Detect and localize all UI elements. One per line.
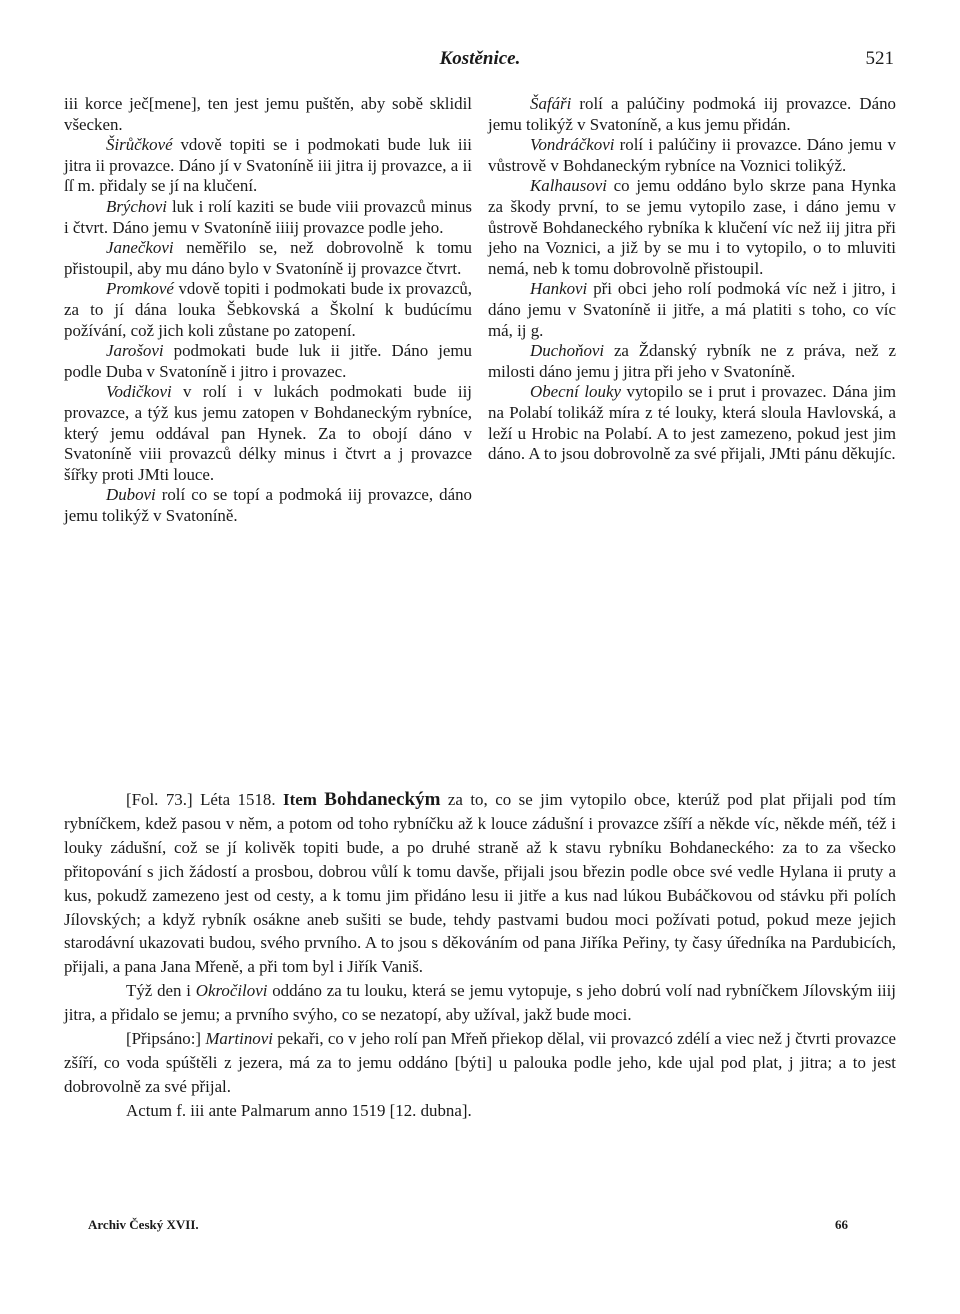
page-footer — [88, 1217, 848, 1233]
paragraph: Dubovi rolí co se topí a podmoká iij provazce, dáno jemu tolikýž v Svatoníně. — [64, 485, 472, 525]
full-width-section — [64, 788, 896, 1123]
paragraph: Kalhausovi co jemu oddáno bylo skrze pana Hynka za škody první, to se jemu vytopilo zase, i dáno jemu v ůstrově Bohdaneckého rybníka k klučení víc než iij jitra při jeho na Voznici, a již by se mu i to vytopilo, o to mluviti nemá, neb k tomu dobrovolně přistoupil. — [488, 176, 896, 278]
paragraph: Vodičkovi v rolí i v lukách podmokati bude iij provazce, a týž kus jemu zatopen v Bohdaneckým rybníce, který jemu oddával pan Hynek. Za to obojí dáno v Svatoníně viii provazců délky minus i čtvrt a j provazce šířky proti JMti louce. — [64, 382, 472, 484]
paragraph: Duchoňovi za Ždanský rybník ne z práva, než z milosti dáno jemu j jitra při jeho v Svatoníně. — [488, 341, 896, 381]
person-name: Brýchovi — [106, 196, 167, 216]
paragraph: Janečkovi neměřilo se, než dobrovolně k tomu přistoupil, aby mu dáno bylo v Svatoníně ij provazce čtvrt. — [64, 238, 472, 278]
right-column — [488, 94, 896, 465]
signature-number: 66 — [835, 1217, 848, 1232]
paragraph: Širůčkové vdově topiti se i podmokati bude luk iii jitra ii provazce. Dáno jí v Svatoníně iii jitra ij provazce, a ii ſſ m. přidaly se jí na klučení. — [64, 135, 472, 196]
person-name: Dubovi — [106, 485, 156, 505]
person-name: Širůčkové — [106, 135, 173, 155]
paragraph: [Připsáno:] Martinovi pekaři, co v jeho rolí pan Mřeň přiekop dělal, vii provazcó zdélí a viec než j čtvrti provazce zšíří, co voda spúštěli z jezera, má za to jemu oddáno [býti] u palouka podle jeho, kde ujal pod plat, j jitra; a to jest dobrovolně za své přijal. — [64, 1029, 896, 1096]
page-number: 521 — [865, 48, 894, 69]
person-name: Okročilovi — [195, 981, 268, 1001]
person-name: Jarošovi — [106, 341, 164, 361]
paragraph: Týž den i Okročilovi oddáno za tu louku, která se jemu vytopuje, s jeho dobrú volí nad rybníčkem Jílovským iiij jitra, a přidalo se jemu; a prvního svýho, co se nezatopí, aby užíval, jakž bude moci. — [64, 981, 896, 1025]
page-header — [64, 46, 896, 76]
person-name: Obecní louky — [530, 382, 621, 402]
paragraph: iii korce ječ[mene], ten jest jemu puštěn, aby sobě sklidil všecken. — [64, 94, 472, 134]
paragraph: Vondráčkovi rolí i palúčiny ii provazce. Dáno jemu v vůstrově v Bohdaneckým rybníce na Voznici tolikýž. — [488, 135, 896, 175]
paragraph: Promkové vdově topiti i podmokati bude ix provazců, za to jí dána louka Šebkovská a Školní k budúcímu požívání, což jich koli zůstane po zatopení. — [64, 279, 472, 340]
paragraph: Actum f. iii ante Palmarum anno 1519 [12. dubna]. — [126, 1100, 472, 1120]
paragraph: Hankovi při obci jeho rolí podmoká víc než i jitro, i dáno jemu v Svatoníně ii jitře, a má platiti s toho, co víc má, ij g. — [488, 279, 896, 340]
series-signature: Archiv Český XVII. — [88, 1217, 199, 1232]
paragraph: Jarošovi podmokati bude luk ii jitře. Dáno jemu podle Duba v Svatoníně i jitro i provazec. — [64, 341, 472, 381]
person-name: Vodičkovi — [106, 382, 172, 402]
paragraph: Brýchovi luk i rolí kaziti se bude viii provazců minus i čtvrt. Dáno jemu v Svatoníně iiiij provazce podle jeho. — [64, 196, 472, 237]
person-name: Janečkovi — [106, 238, 174, 258]
place-name: Bohdaneckým — [324, 789, 441, 810]
person-name: Šafáři — [530, 94, 572, 113]
paragraph: [Fol. 73.] Léta 1518. Item Bohdaneckým za to, co se jim vytopilo obce, kterúž pod plat přijali pod tím rybníčkem, kdež pasou v něm, a potom od toho rybníčku až k louce zádušní i provazce zšíří a někde víc, někde méň, též i louky zádušní, což se jí kolivěk topiti bude, a po druhé straně až k stavu rybníku Bohdaneckého: za to za všecko přitopování s jich žádostí a prosbou, dobrou vůlí k tomu davše, přijali jsou březin podle obce své vedle Hylana ii pruty a kus, pokudž zamezeno jest od cesty, a k tomu jim přidáno lesu ii jitře a kus nad lúkou Bubáčkovou od stávku při polích Jílovských; a když rybník osákne aneb sušiti se bude, tehdy pastvami budou moci požívati potud, pokud meze jejich starodávní ukazovati budou, svého prvního. A to jsou s děkováním od pana Jiříka Peřiny, ty časy úředníka na Pardubicích, přijali, a pana Jana Mřeně, a při tom byl i Jiřík Vaniš. — [64, 789, 896, 977]
person-name: Promkové — [106, 279, 174, 299]
person-name: Martinovi — [205, 1029, 273, 1049]
person-name: Vondráčkovi — [530, 135, 615, 155]
person-name: Hankovi — [530, 279, 588, 299]
left-column — [64, 94, 472, 526]
paragraph: Šafáři rolí a palúčiny podmoká iij provazce. Dáno jemu tolikýž v Svatoníně, a kus jemu přidán. — [488, 94, 896, 134]
person-name: Duchoňovi — [530, 341, 605, 361]
person-name: Kalhausovi — [530, 176, 607, 196]
paragraph: Obecní louky vytopilo se i prut i provazec. Dána jim na Polabí tolikáž míra z té louky, která sloula Havlovská, a leží u Hrobic na Polabí. A to jest zamezeno, pokud jest jim dáno. A to jsou dobrovolně za své přijali, JMti pánu děkujíc. — [488, 382, 896, 464]
running-title: Kostěnice. — [439, 48, 521, 69]
